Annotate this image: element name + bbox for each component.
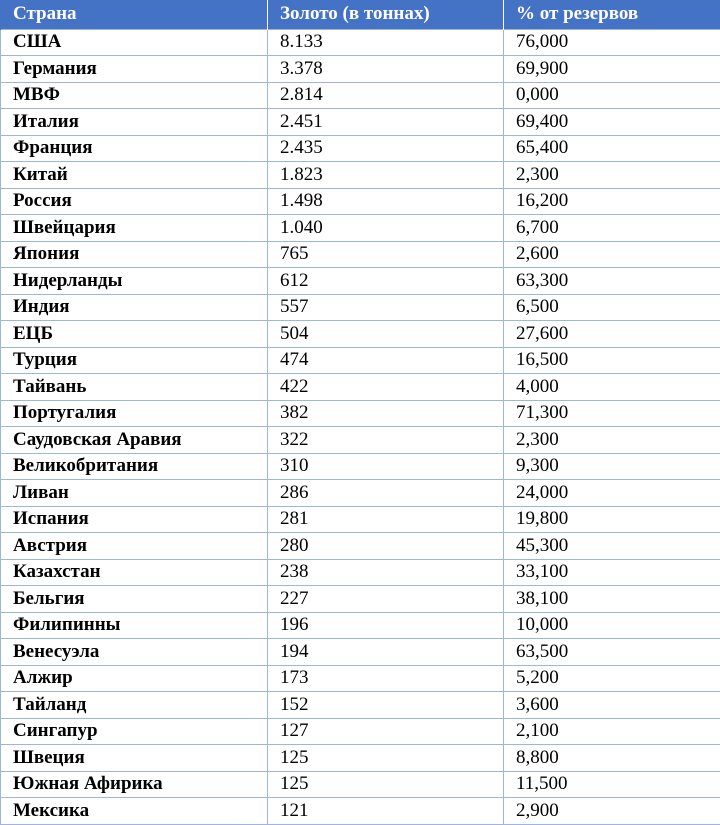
- gold-tonnes-cell: 504: [268, 321, 504, 348]
- reserve-percent-cell: 71,300: [504, 400, 720, 427]
- reserve-percent-cell: 0,000: [504, 82, 720, 109]
- country-cell: Тайвань: [1, 374, 268, 401]
- reserve-percent-cell: 11,500: [504, 771, 720, 798]
- reserve-percent-cell: 76,000: [504, 29, 720, 56]
- country-cell: Индия: [1, 294, 268, 321]
- gold-tonnes-cell: 2.814: [268, 82, 504, 109]
- country-cell: Испания: [1, 506, 268, 533]
- gold-tonnes-cell: 322: [268, 427, 504, 454]
- table-row: [1, 109, 720, 136]
- reserve-percent-cell: 45,300: [504, 533, 720, 560]
- reserve-percent-cell: 65,400: [504, 135, 720, 162]
- table-row: [1, 162, 720, 189]
- gold-tonnes-cell: 8.133: [268, 29, 504, 56]
- gold-tonnes-cell: 612: [268, 268, 504, 295]
- gold-tonnes-cell: 765: [268, 241, 504, 268]
- reserve-percent-cell: 9,300: [504, 453, 720, 480]
- table-row: [1, 29, 720, 56]
- gold-tonnes-cell: 281: [268, 506, 504, 533]
- country-cell: Саудовская Аравия: [1, 427, 268, 454]
- country-cell: США: [1, 29, 268, 56]
- table-row: [1, 771, 720, 798]
- country-cell: Швейцария: [1, 215, 268, 242]
- table-row: [1, 480, 720, 507]
- gold-tonnes-cell: 280: [268, 533, 504, 560]
- header-reserve-percent: % от резервов: [504, 0, 720, 29]
- gold-tonnes-cell: 1.040: [268, 215, 504, 242]
- table-row: [1, 798, 720, 825]
- reserve-percent-cell: 33,100: [504, 559, 720, 586]
- gold-tonnes-cell: 194: [268, 639, 504, 666]
- table-row: [1, 321, 720, 348]
- gold-tonnes-cell: 1.823: [268, 162, 504, 189]
- country-cell: Франция: [1, 135, 268, 162]
- gold-tonnes-cell: 557: [268, 294, 504, 321]
- country-cell: Великобритания: [1, 453, 268, 480]
- header-gold-tonnes: Золото (в тоннах): [268, 0, 504, 29]
- gold-tonnes-cell: 125: [268, 745, 504, 772]
- country-cell: Сингапур: [1, 718, 268, 745]
- country-cell: ЕЦБ: [1, 321, 268, 348]
- table-row: [1, 347, 720, 374]
- reserve-percent-cell: 2,900: [504, 798, 720, 825]
- gold-tonnes-cell: 1.498: [268, 188, 504, 215]
- gold-tonnes-cell: 173: [268, 665, 504, 692]
- reserve-percent-cell: 6,500: [504, 294, 720, 321]
- table-row: [1, 745, 720, 772]
- reserve-percent-cell: 10,000: [504, 612, 720, 639]
- gold-tonnes-cell: 2.435: [268, 135, 504, 162]
- reserve-percent-cell: 2,300: [504, 162, 720, 189]
- reserve-percent-cell: 4,000: [504, 374, 720, 401]
- table-row: [1, 374, 720, 401]
- country-cell: Италия: [1, 109, 268, 136]
- country-cell: Филипинны: [1, 612, 268, 639]
- table-row: [1, 294, 720, 321]
- reserve-percent-cell: 8,800: [504, 745, 720, 772]
- table-body: [1, 29, 720, 824]
- header-row: [1, 0, 720, 29]
- country-cell: Бельгия: [1, 586, 268, 613]
- header-country: Страна: [1, 0, 268, 29]
- reserve-percent-cell: 24,000: [504, 480, 720, 507]
- gold-tonnes-cell: 121: [268, 798, 504, 825]
- table-row: [1, 665, 720, 692]
- reserve-percent-cell: 5,200: [504, 665, 720, 692]
- reserve-percent-cell: 16,500: [504, 347, 720, 374]
- gold-tonnes-cell: 2.451: [268, 109, 504, 136]
- table-row: [1, 215, 720, 242]
- table-row: [1, 56, 720, 83]
- reserve-percent-cell: 16,200: [504, 188, 720, 215]
- country-cell: Япония: [1, 241, 268, 268]
- country-cell: Венесуэла: [1, 639, 268, 666]
- country-cell: Германия: [1, 56, 268, 83]
- country-cell: Австрия: [1, 533, 268, 560]
- table-row: [1, 533, 720, 560]
- reserve-percent-cell: 69,900: [504, 56, 720, 83]
- reserve-percent-cell: 19,800: [504, 506, 720, 533]
- country-cell: Турция: [1, 347, 268, 374]
- table-row: [1, 612, 720, 639]
- table-row: [1, 135, 720, 162]
- gold-tonnes-cell: 286: [268, 480, 504, 507]
- country-cell: Китай: [1, 162, 268, 189]
- reserve-percent-cell: 2,100: [504, 718, 720, 745]
- gold-tonnes-cell: 152: [268, 692, 504, 719]
- table-row: [1, 718, 720, 745]
- country-cell: Нидерланды: [1, 268, 268, 295]
- reserve-percent-cell: 6,700: [504, 215, 720, 242]
- reserve-percent-cell: 69,400: [504, 109, 720, 136]
- table-row: [1, 506, 720, 533]
- table-row: [1, 586, 720, 613]
- table-row: [1, 692, 720, 719]
- reserve-percent-cell: 63,500: [504, 639, 720, 666]
- table-row: [1, 82, 720, 109]
- table-row: [1, 559, 720, 586]
- country-cell: МВФ: [1, 82, 268, 109]
- table-row: [1, 400, 720, 427]
- table-row: [1, 427, 720, 454]
- country-cell: Мексика: [1, 798, 268, 825]
- reserve-percent-cell: 2,600: [504, 241, 720, 268]
- gold-tonnes-cell: 227: [268, 586, 504, 613]
- table-row: [1, 268, 720, 295]
- table-header: [1, 0, 720, 29]
- gold-tonnes-cell: 474: [268, 347, 504, 374]
- table-row: [1, 639, 720, 666]
- gold-tonnes-cell: 238: [268, 559, 504, 586]
- table-row: [1, 453, 720, 480]
- country-cell: Ливан: [1, 480, 268, 507]
- reserve-percent-cell: 27,600: [504, 321, 720, 348]
- table-row: [1, 188, 720, 215]
- country-cell: Тайланд: [1, 692, 268, 719]
- gold-tonnes-cell: 422: [268, 374, 504, 401]
- country-cell: Алжир: [1, 665, 268, 692]
- gold-tonnes-cell: 310: [268, 453, 504, 480]
- table-row: [1, 241, 720, 268]
- country-cell: Россия: [1, 188, 268, 215]
- reserve-percent-cell: 2,300: [504, 427, 720, 454]
- gold-tonnes-cell: 125: [268, 771, 504, 798]
- gold-tonnes-cell: 196: [268, 612, 504, 639]
- reserve-percent-cell: 3,600: [504, 692, 720, 719]
- reserve-percent-cell: 38,100: [504, 586, 720, 613]
- reserve-percent-cell: 63,300: [504, 268, 720, 295]
- country-cell: Португалия: [1, 400, 268, 427]
- gold-tonnes-cell: 127: [268, 718, 504, 745]
- gold-tonnes-cell: 3.378: [268, 56, 504, 83]
- country-cell: Швеция: [1, 745, 268, 772]
- gold-tonnes-cell: 382: [268, 400, 504, 427]
- country-cell: Казахстан: [1, 559, 268, 586]
- country-cell: Южная Афирика: [1, 771, 268, 798]
